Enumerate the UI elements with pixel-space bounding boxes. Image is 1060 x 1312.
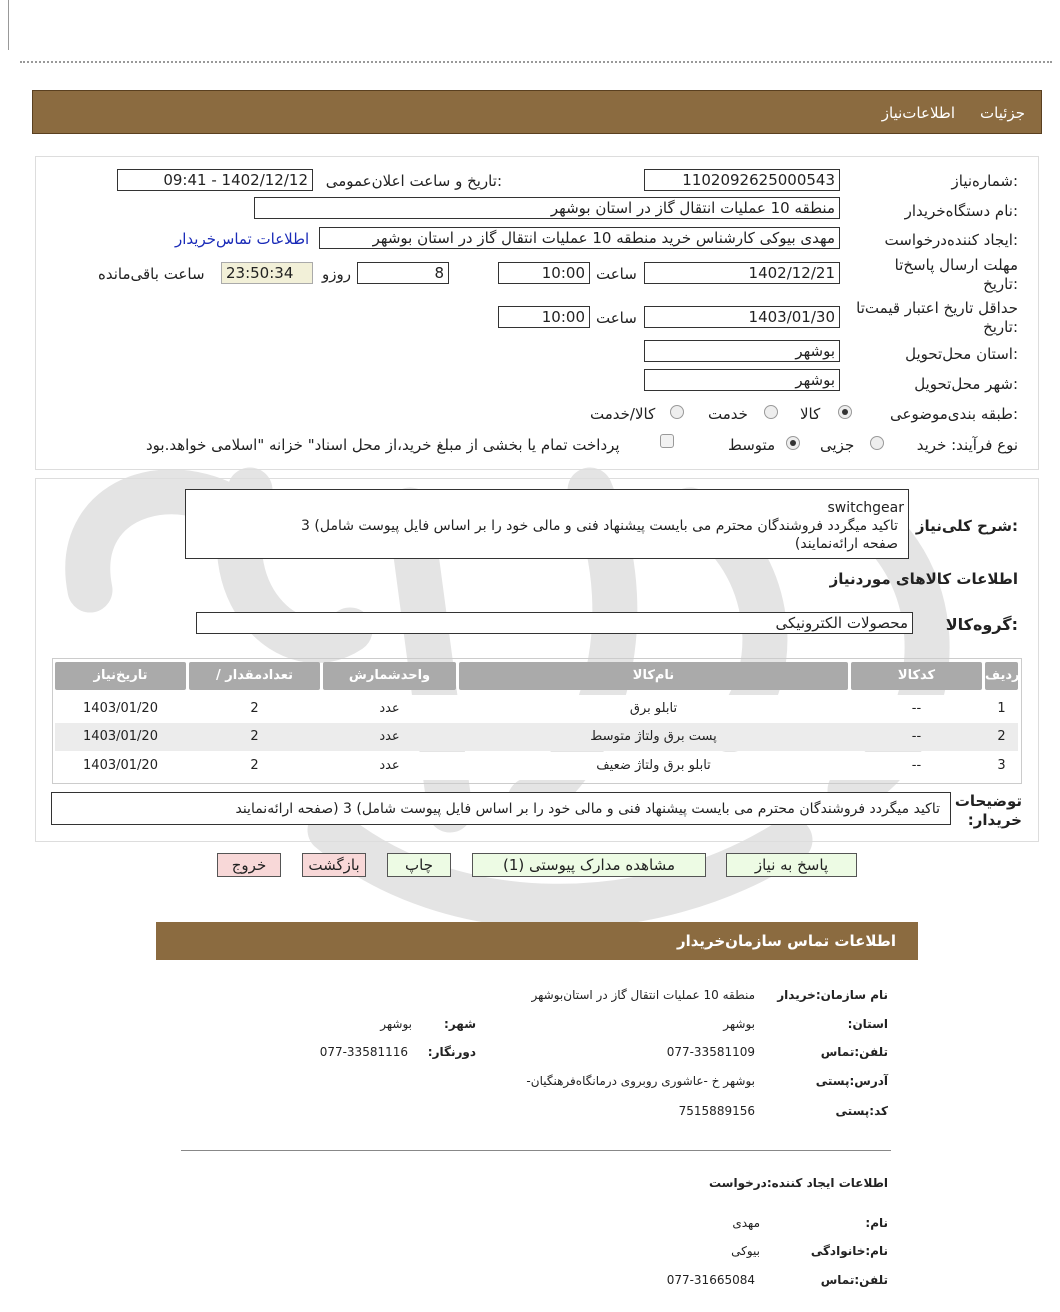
- validity-label-1: حداقل تاریخ اعتبار قیمت‌تا: [856, 299, 1018, 317]
- remaining-label: ساعت باقی‌مانده: [98, 265, 205, 283]
- col-row: ردیف: [985, 662, 1018, 690]
- description-line-1: switchgear: [827, 500, 904, 516]
- tab-need-info[interactable]: اطلاعات‌نیاز: [881, 104, 955, 122]
- category-goods-text: کالا: [800, 405, 821, 423]
- city-field: بوشهر: [644, 369, 840, 391]
- creator-family-label: نام:خانوادگی: [810, 1244, 888, 1258]
- attachments-button[interactable]: مشاهده مدارک پیوستی (1): [472, 853, 706, 877]
- contact-city: بوشهر: [380, 1017, 412, 1031]
- back-button[interactable]: بازگشت: [302, 853, 366, 877]
- cell-code: --: [911, 758, 922, 773]
- contact-fax: 077-33581116: [319, 1045, 408, 1059]
- announce-label: تاریخ و ساعت اعلان‌عمومی:: [325, 172, 502, 190]
- validity-label-2: تاریخ:: [983, 318, 1018, 336]
- description-line-3: (صفحه ارائه‌نمایند: [794, 536, 898, 552]
- buyer-org-label: نام دستگاه‌خریدار:: [904, 202, 1018, 220]
- buyer-contact-link[interactable]: اطلاعات تماس‌خریدار: [175, 230, 310, 248]
- deadline-label-1: مهلت ارسال پاسخ‌تا: [894, 256, 1018, 274]
- contact-phone-label: تلفن:تماس: [820, 1045, 888, 1059]
- announce-field: 1402/12/12 - 09:41: [117, 169, 313, 191]
- description-box: [185, 489, 909, 559]
- category-goods-radio[interactable]: [838, 405, 852, 419]
- deadline-label-2: تاریخ:: [983, 275, 1018, 293]
- contact-org: منطقه 10 عملیات انتقال گاز در استان‌بوشهر: [531, 988, 755, 1002]
- details-header-bar: [32, 90, 1042, 134]
- col-name: نام‌کالا: [459, 662, 848, 690]
- days-field: 8: [357, 262, 449, 284]
- creator-field: مهدی بیوکی کارشناس خرید منطقه 10 عملیات انتقال گاز در استان بوشهر: [319, 227, 840, 249]
- print-button[interactable]: چاپ: [387, 853, 451, 877]
- col-qty: / تعدادمقدار: [189, 662, 320, 690]
- description-line-2: تاکید میگردد فروشندگان محترم می بایست پیشنهاد فنی و مالی خود را بر اساس فایل پیوست شامل) 3: [301, 518, 898, 534]
- category-both-text: کالا/خدمت: [590, 405, 656, 423]
- validity-time-label: ساعت: [596, 309, 637, 327]
- cell-qty: 2: [250, 758, 259, 773]
- cell-date: 1403/01/20: [83, 729, 158, 744]
- cell-code: --: [911, 729, 922, 744]
- creator-phone-label: تلفن:تماس: [820, 1273, 888, 1287]
- buyer-notes-box: [51, 792, 951, 825]
- payment-checkbox[interactable]: [660, 434, 674, 448]
- goods-group-label: گروه‌کالا:: [945, 615, 1018, 634]
- creator-name: مهدی: [732, 1216, 760, 1230]
- creator-family: بیوکی: [731, 1244, 760, 1258]
- cell-qty: 2: [250, 701, 259, 716]
- cell-unit: عدد: [379, 701, 400, 716]
- cell-unit: عدد: [379, 729, 400, 744]
- cell-code: --: [911, 701, 922, 716]
- deadline-date-field: 1402/12/21: [644, 262, 840, 284]
- cell-row: 3: [997, 758, 1006, 773]
- province-field: بوشهر: [644, 340, 840, 362]
- contact-postal: 7515889156: [678, 1104, 755, 1118]
- contact-address: -بوشهر خ -عاشوری روبروی درمانگاه‌فرهنگیان: [526, 1074, 755, 1088]
- cell-name: تابلو برق: [629, 701, 678, 716]
- cell-name: پست برق ولتاژ متوسط: [590, 729, 717, 744]
- cell-row: 1: [997, 701, 1006, 716]
- cell-date: 1403/01/20: [83, 701, 158, 716]
- left-border: [8, 0, 9, 50]
- exit-button[interactable]: خروج: [217, 853, 281, 877]
- buyer-org-field: منطقه 10 عملیات انتقال گاز در استان بوشهر: [254, 197, 840, 219]
- creator-label: ایجاد کننده‌درخواست:: [884, 231, 1018, 249]
- contact-org-label: نام سازمان:خریدار: [777, 988, 888, 1002]
- creator-name-label: :نام: [865, 1216, 888, 1230]
- contact-province: بوشهر: [723, 1017, 755, 1031]
- contact-phone: 077-33581109: [666, 1045, 755, 1059]
- col-unit: واحدشمارش: [323, 662, 456, 690]
- reply-button[interactable]: پاسخ به نیاز: [726, 853, 857, 877]
- category-both-radio[interactable]: [670, 405, 684, 419]
- contact-postal-label: کد:پستی: [835, 1104, 888, 1118]
- description-label: شرح کلی‌نیاز:: [915, 517, 1018, 535]
- process-minor-text: جزیی: [820, 436, 855, 454]
- top-divider: [20, 61, 1052, 63]
- process-minor-radio[interactable]: [870, 436, 884, 450]
- cell-name: تابلو برق ولتاژ ضعیف: [596, 758, 711, 773]
- process-medium-text: متوسط: [728, 436, 776, 454]
- category-label: طبقه بندی‌موضوعی:: [890, 405, 1018, 423]
- days-label: روزو: [322, 265, 351, 283]
- contact-divider: [181, 1150, 891, 1151]
- category-service-text: خدمت: [708, 405, 748, 423]
- buyer-contact-title: اطلاعات تماس سازمان‌خریدار: [676, 932, 896, 950]
- process-label: نوع فرآیند: خرید: [916, 436, 1018, 454]
- contact-address-label: آدرس:پستی: [815, 1074, 888, 1088]
- category-service-radio[interactable]: [764, 405, 778, 419]
- validity-time-field: 10:00: [498, 306, 590, 328]
- contact-city-label: :شهر: [444, 1017, 476, 1031]
- buyer-notes-label-1: توضیحات: [954, 792, 1022, 810]
- validity-date-field: 1403/01/30: [644, 306, 840, 328]
- buyer-contact-bar: [156, 922, 918, 960]
- province-label: استان محل‌تحویل:: [905, 345, 1018, 363]
- buyer-notes-text: تاکید میگردد فروشندگان محترم می بایست پیشنهاد فنی و مالی خود را بر اساس فایل پیوست شامل) 3 (صفحه ارائه‌نمایند: [235, 801, 940, 817]
- goods-section-title: اطلاعات کالاهای موردنیاز: [829, 570, 1018, 588]
- buyer-notes-label-2: :خریدار: [967, 811, 1022, 829]
- city-label: شهر محل‌تحویل:: [914, 375, 1018, 393]
- creator-phone: 077-31665084: [666, 1273, 755, 1287]
- col-date: تاریخ‌نیاز: [55, 662, 186, 690]
- contact-province-label: :استان: [847, 1017, 888, 1031]
- creator-info-title: اطلاعات ایجاد کننده:درخواست: [708, 1176, 888, 1190]
- deadline-time-label: ساعت: [596, 265, 637, 283]
- cell-qty: 2: [250, 729, 259, 744]
- cell-date: 1403/01/20: [83, 758, 158, 773]
- tab-details[interactable]: جزئیات: [980, 104, 1025, 122]
- need-number-label: شماره‌نیاز:: [951, 172, 1018, 190]
- process-medium-radio[interactable]: [786, 436, 800, 450]
- cell-row: 2: [997, 729, 1006, 744]
- col-code: کدکالا: [851, 662, 982, 690]
- payment-text: پرداخت تمام یا بخشی از مبلغ خرید،از محل اسناد" خزانه "اسلامی خواهد.بود: [146, 436, 620, 454]
- remaining-time-field: 23:50:34: [221, 262, 313, 284]
- goods-group-field: محصولات الکترونیکی: [196, 612, 913, 634]
- deadline-time-field: 10:00: [498, 262, 590, 284]
- cell-unit: عدد: [379, 758, 400, 773]
- contact-fax-label: :دورنگار: [427, 1045, 476, 1059]
- need-number-field: 1102092625000543: [644, 169, 840, 191]
